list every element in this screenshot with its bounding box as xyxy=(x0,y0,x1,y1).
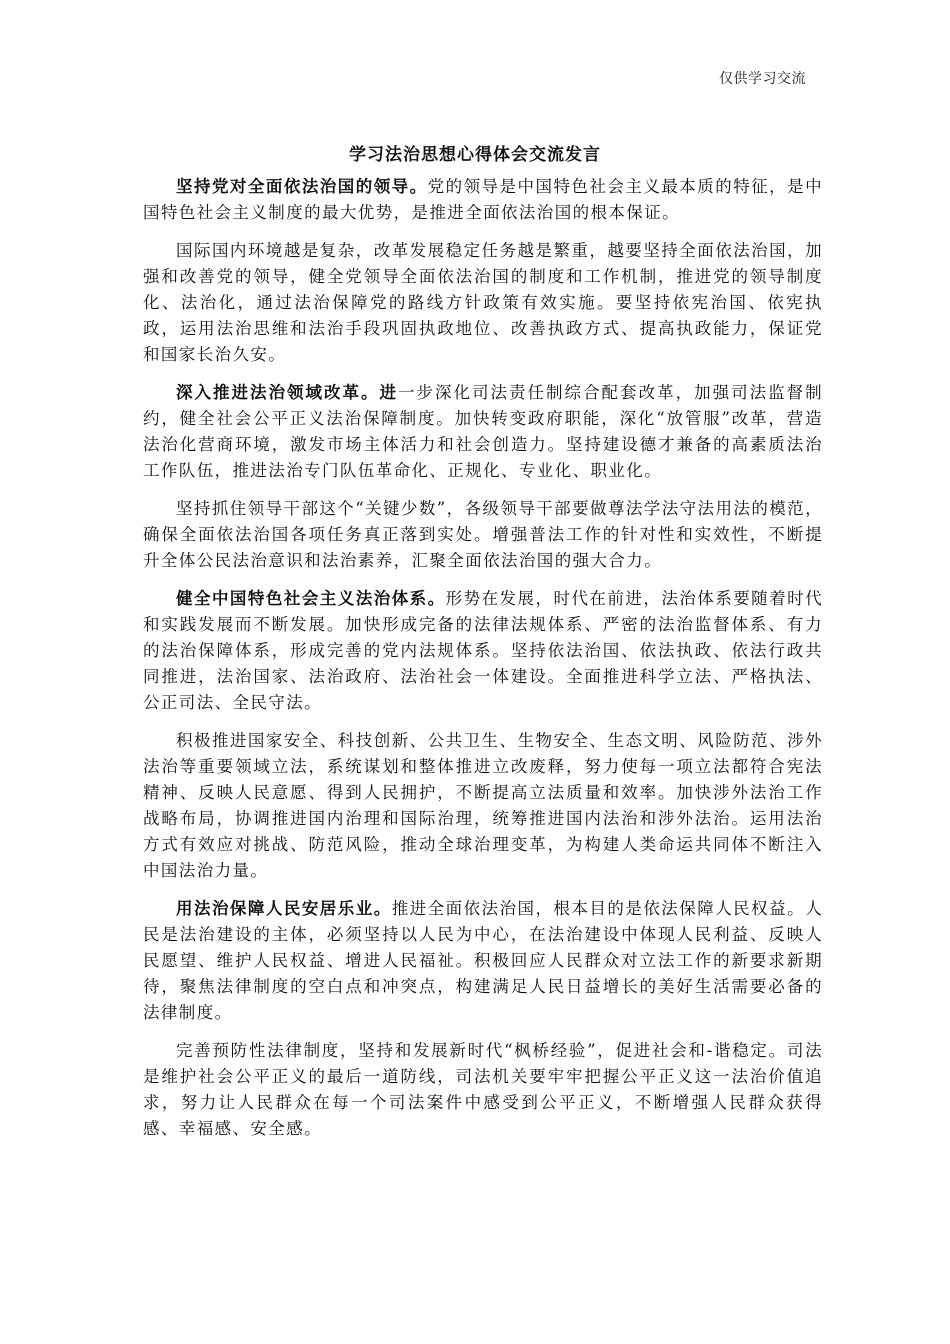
paragraph-3 xyxy=(143,380,823,484)
paragraph-text: 党的领导是中国特色社会主义最本质的特征，是中国特色社会主义制度的最大优势，是推进全面依法治国的根本保证。 xyxy=(143,177,823,222)
paragraph-text: 国际国内环境越是复杂，改革发展稳定任务越是繁重，越要坚持全面依法治国，加强和改善党的领导，健全党领导全面依法治国的制度和工作机制，推进党的领导制度化、法治化，通过法治保障党的路线方针政策有效实施。要坚持依宪治国、依宪执政，运用法治思维和法治手段巩固执政地位、改善执政方式、提高执政能力，保证党和国家长治久安。 xyxy=(143,241,823,364)
paragraph-8 xyxy=(143,1038,823,1142)
header-note: 仅供学习交流 xyxy=(719,71,806,87)
paragraph-lead: 深入推进法治领域改革。进 xyxy=(176,383,399,402)
paragraph-text: 积极推进国家安全、科技创新、公共卫生、生物安全、生态文明、风险防范、涉外法治等重要领域立法，系统谋划和整体推进立改废释，努力使每一项立法都符合宪法精神、反映人民意愿、得到人民拥护，不断提高立法质量和效率。加快涉外法治工作战略布局，协调推进国内治理和国际治理，统筹推进国内法治和涉外法治。运用法治方式有效应对挑战、防范风险，推动全球治理变革，为构建人类命运共同体不断注入中国法治力量。 xyxy=(143,731,823,880)
page-title: 学习法治思想心得体会交流发言 xyxy=(349,145,601,165)
paragraph-text: 坚持抓住领导干部这个“关键少数”，各级领导干部要做尊法学法守法用法的模范，确保全面依法治国各项任务真正落到实处。增强普法工作的针对性和实效性，不断提升全体公民法治意识和法治素养，汇聚全面依法治国的强大合力。 xyxy=(143,499,823,570)
document-body xyxy=(143,174,823,1154)
paragraph-lead: 坚持党对全面依法治国的领导。 xyxy=(176,177,428,196)
paragraph-lead: 用法治保障人民安居乐业。 xyxy=(176,899,392,918)
paragraph-6 xyxy=(143,728,823,884)
paragraph-2 xyxy=(143,238,823,368)
paragraph-5 xyxy=(143,586,823,716)
paragraph-text: 完善预防性法律制度，坚持和发展新时代“枫桥经验”，促进社会和-谐稳定。司法是维护社会公平正义的最后一道防线，司法机关要牢牢把握公平正义这一法治价值追求，努力让人民群众在每一个司法案件中感受到公平正义，不断增强人民群众获得感、幸福感、安全感。 xyxy=(143,1041,823,1138)
paragraph-lead: 健全中国特色社会主义法治体系。 xyxy=(176,589,446,608)
paragraph-4 xyxy=(143,496,823,574)
paragraph-text: 推进全面依法治国，根本目的是依法保障人民权益。人民是法治建设的主体，必须坚持以人民为中心，在法治建设中体现人民利益、反映人民愿望、维护人民权益、增进人民福祉。积极回应人民群众对立法工作的新要求新期待，聚焦法律制度的空白点和冲突点，构建满足人民日益增长的美好生活需要必备的法律制度。 xyxy=(143,899,823,1022)
paragraph-1 xyxy=(143,174,823,226)
paragraph-7 xyxy=(143,896,823,1026)
paragraph-text: 形势在发展，时代在前进，法治体系要随着时代和实践发展而不断发展。加快形成完备的法律法规体系、严密的法治监督体系、有力的法治保障体系，形成完善的党内法规体系。坚持依法治国、依法执政、依法行政共同推进，法治国家、法治政府、法治社会一体建设。全面推进科学立法、严格执法、公正司法、全民守法。 xyxy=(143,589,824,712)
paragraph-text: 一步深化司法责任制综合配套改革，加强司法监督制约，健全社会公平正义法治保障制度。加快转变政府职能，深化“放管服”改革，营造法治化营商环境，激发市场主体活力和社会创造力。坚持建设德才兼备的高素质法治工作队伍，推进法治专门队伍革命化、正规化、专业化、职业化。 xyxy=(143,383,823,480)
